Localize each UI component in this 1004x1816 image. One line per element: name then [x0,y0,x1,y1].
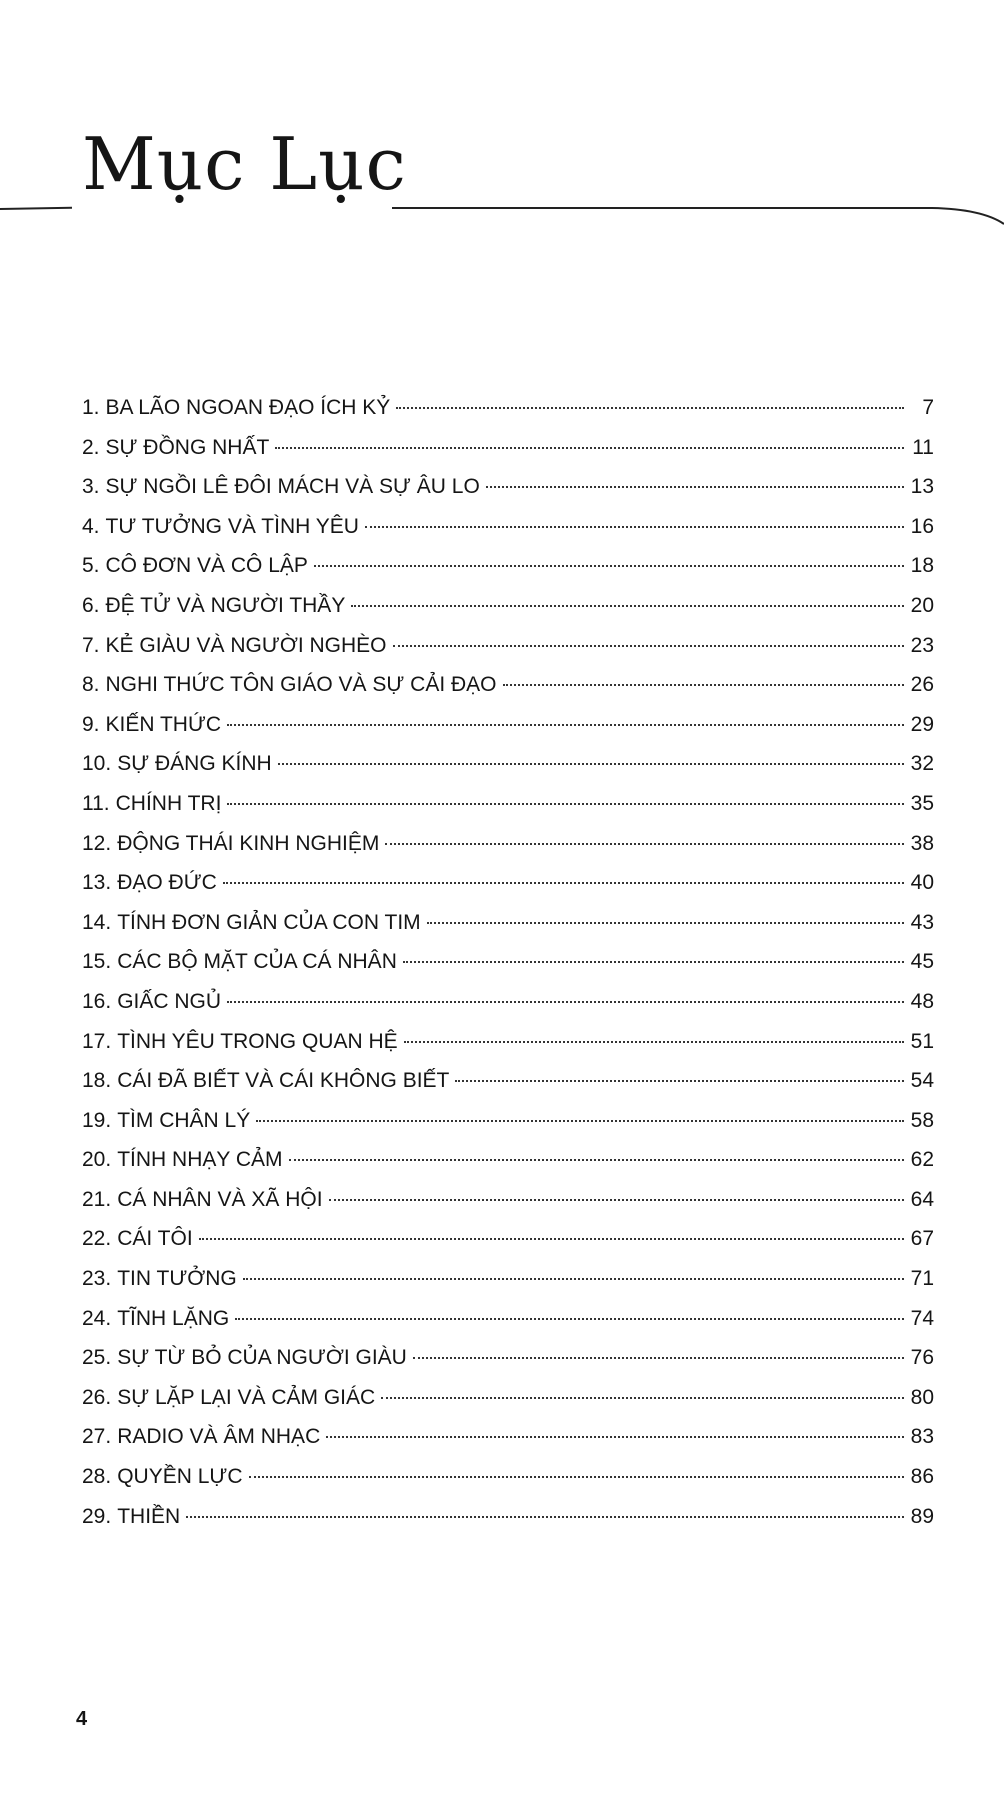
toc-entry-number: 17. [82,1029,112,1053]
toc-entry [82,832,934,872]
toc-entry-page: 43 [910,910,934,934]
toc-entry-page: 7 [922,396,934,419]
toc-entry-number: 19. [82,1108,112,1132]
toc-entry-number: 8. [82,673,100,697]
toc-entry-page: 64 [910,1187,934,1211]
toc-entry [82,1386,934,1426]
toc-entry [82,436,934,476]
toc-entry [82,713,934,753]
toc-entry [82,950,934,990]
toc-entry [82,871,934,911]
toc-entry-number: 23. [82,1267,112,1291]
toc-dot-leader [235,1318,904,1320]
title-rule-right [392,188,1004,228]
toc-dot-leader [326,1436,904,1438]
toc-entry [82,911,934,951]
toc-entry-title: TIN TƯỞNG [117,1267,237,1291]
toc-entry-title: SỰ ĐÁNG KÍNH [117,752,272,776]
toc-entry-page: 13 [910,475,934,499]
toc-entry [82,396,934,436]
toc-dot-leader [413,1357,904,1359]
toc-entry [82,475,934,515]
toc-dot-leader [227,1001,904,1003]
toc-entry-number: 7. [82,633,100,657]
toc-entry-title: SỰ ĐỒNG NHẤT [105,435,270,459]
toc-entry-title: THIỀN [117,1504,181,1528]
toc-dot-leader [223,882,904,884]
toc-entry-title: CÁ NHÂN VÀ XÃ HỘI [117,1187,323,1211]
toc-entry-title: QUYỀN LỰC [117,1465,243,1489]
toc-entry-number: 3. [82,475,100,499]
toc-entry [82,594,934,634]
title-block [0,120,1004,230]
toc-entry [82,752,934,792]
toc-entry [82,1188,934,1228]
toc-dot-leader [314,565,904,567]
toc-entry-number: 26. [82,1385,112,1409]
toc-entry-title: BA LÃO NGOAN ĐẠO ÍCH KỶ [105,396,391,419]
toc-entry-number: 20. [82,1148,112,1172]
toc-dot-leader [256,1120,904,1122]
toc-entry-number: 28. [82,1465,112,1489]
toc-entry-page: 26 [910,673,934,697]
toc-entry [82,1346,934,1386]
toc-dot-leader [227,724,904,726]
toc-entry-number: 24. [82,1306,112,1330]
toc-entry-title: SỰ TỪ BỎ CỦA NGƯỜI GIÀU [117,1346,407,1370]
toc-dot-leader [486,486,904,488]
toc-dot-leader [289,1159,905,1161]
toc-entry-title: TƯ TƯỞNG VÀ TÌNH YÊU [105,514,359,538]
toc-dot-leader [351,605,904,607]
toc-entry [82,1109,934,1149]
toc-entry-title: CÔ ĐƠN VÀ CÔ LẬP [105,554,308,578]
toc-entry-page: 89 [910,1504,934,1528]
toc-entry-page: 83 [910,1425,934,1449]
toc-dot-leader [227,803,904,805]
toc-entry-page: 76 [910,1346,934,1370]
toc-entry-title: SỰ NGỒI LÊ ĐÔI MÁCH VÀ SỰ ÂU LO [105,475,480,499]
toc-entry [82,673,934,713]
toc-dot-leader [199,1238,904,1240]
toc-entry-page: 16 [910,514,934,538]
toc-dot-leader [385,843,904,845]
toc-entry-number: 2. [82,435,100,459]
toc-dot-leader [455,1080,904,1082]
toc-dot-leader [404,1041,904,1043]
toc-entry [82,1505,934,1545]
toc-entry-title: RADIO VÀ ÂM NHẠC [117,1425,321,1449]
toc-dot-leader [427,922,904,924]
toc-entry-title: TÌNH YÊU TRONG QUAN HỆ [117,1029,398,1053]
toc-entry-title: ĐỘNG THÁI KINH NGHIỆM [117,831,380,855]
toc-entry-number: 15. [82,950,112,974]
toc-entry-page: 18 [910,554,934,578]
toc-entry [82,1148,934,1188]
toc-entry-title: TÍNH ĐƠN GIẢN CỦA CON TIM [117,910,421,934]
toc-entry-page: 67 [910,1227,934,1251]
toc-entry-title: CÁC BỘ MẶT CỦA CÁ NHÂN [117,950,397,974]
toc-dot-leader [278,763,904,765]
toc-entry [82,634,934,674]
toc-entry [82,1425,934,1465]
toc-entry-number: 25. [82,1346,112,1370]
toc-entry-page: 51 [910,1029,934,1053]
toc-entry-number: 10. [82,752,112,776]
toc-entry-number: 6. [82,593,100,617]
page-number: 4 [76,1708,88,1730]
toc-entry-number: 13. [82,871,112,895]
toc-entry [82,1069,934,1109]
toc-entry-title: TĨNH LẶNG [117,1306,230,1330]
toc-entry-number: 9. [82,712,100,736]
toc-entry-number: 22. [82,1227,112,1251]
toc-entry-number: 4. [82,514,100,538]
toc-entry-title: TÌM CHÂN LÝ [117,1108,251,1132]
toc-entry-page: 40 [910,871,934,895]
toc-entry-number: 1. [82,396,100,419]
toc-entry-title: ĐỆ TỬ VÀ NGƯỜI THẦY [105,593,346,617]
toc-entry-number: 14. [82,910,112,934]
toc-entry-title: TÍNH NHẠY CẢM [117,1148,283,1172]
toc-entry-title: CÁI ĐÃ BIẾT VÀ CÁI KHÔNG BIẾT [117,1069,450,1093]
toc-entry-title: SỰ LẶP LẠI VÀ CẢM GIÁC [117,1385,376,1409]
toc-entry-number: 5. [82,554,100,578]
toc-entry-page: 23 [910,633,934,657]
toc-dot-leader [249,1476,905,1478]
toc-entry-title: KẺ GIÀU VÀ NGƯỜI NGHÈO [105,633,387,657]
toc-entry [82,1307,934,1347]
toc-entry-page: 45 [910,950,934,974]
toc-entry-page: 74 [910,1306,934,1330]
toc-entry-number: 16. [82,989,112,1013]
toc-entry [82,1227,934,1267]
toc-dot-leader [403,961,904,963]
toc-entry-number: 18. [82,1069,112,1093]
toc-dot-leader [365,526,904,528]
toc-entry [82,990,934,1030]
toc-entry-page: 86 [910,1465,934,1489]
toc-entry-title: KIẾN THỨC [105,712,222,736]
toc-entry-title: ĐẠO ĐỨC [117,871,217,895]
toc-dot-leader [329,1199,904,1201]
toc-dot-leader [393,645,904,647]
toc-entry-page: 38 [910,831,934,855]
toc-entry-page: 11 [912,435,934,459]
toc-entry-title: NGHI THỨC TÔN GIÁO VÀ SỰ CẢI ĐẠO [105,673,497,697]
toc-entry-number: 29. [82,1504,112,1528]
toc-entry [82,792,934,832]
toc-entry-title: CHÍNH TRỊ [115,791,222,815]
toc-entry-page: 48 [910,989,934,1013]
toc-entry-number: 12. [82,831,112,855]
toc-dot-leader [503,684,905,686]
toc-dot-leader [396,407,904,409]
toc-entry-page: 62 [910,1148,934,1172]
toc-entry-page: 20 [910,593,934,617]
toc-entry-number: 27. [82,1425,112,1449]
toc-entry [82,515,934,555]
toc-entry [82,1465,934,1505]
toc-dot-leader [275,447,904,449]
toc-entry-page: 32 [910,752,934,776]
toc-entry-page: 35 [910,791,934,815]
toc-entry-page: 58 [910,1108,934,1132]
toc-dot-leader [243,1278,904,1280]
toc-entry [82,554,934,594]
table-of-contents [82,396,934,1544]
toc-dot-leader [186,1516,904,1518]
toc-dot-leader [381,1397,904,1399]
toc-entry-title: CÁI TÔI [117,1227,193,1251]
title-rule-left [0,207,72,210]
toc-entry-page: 29 [910,712,934,736]
toc-entry-title: GIẤC NGỦ [117,989,222,1013]
page-title: Mục Lục [82,122,407,206]
toc-entry [82,1267,934,1307]
toc-entry [82,1030,934,1070]
toc-entry-page: 80 [910,1385,934,1409]
toc-entry-number: 11. [82,791,110,815]
toc-entry-number: 21. [82,1187,112,1211]
toc-entry-page: 71 [910,1267,934,1291]
toc-entry-page: 54 [910,1069,934,1093]
